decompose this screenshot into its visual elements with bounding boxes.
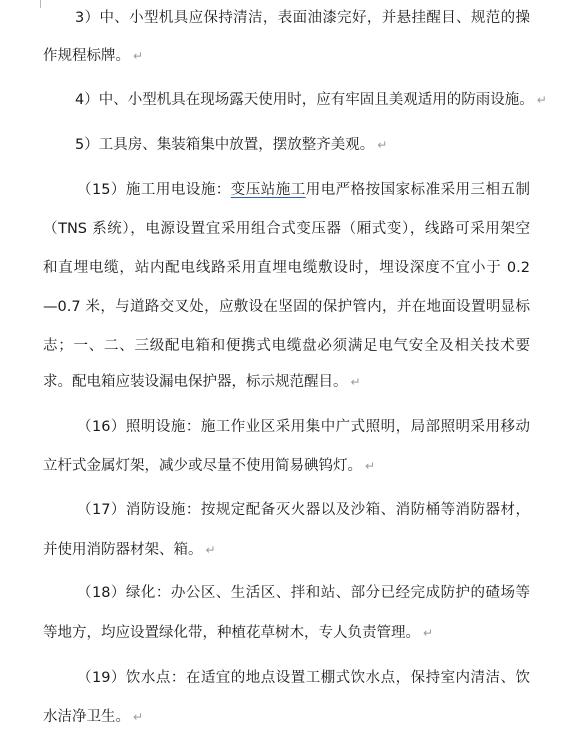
text-line — [77, 180, 530, 200]
line-text: 用电严格按国家标准采用三相五制 — [305, 182, 530, 198]
paragraph-mark-icon: ↵ — [377, 138, 388, 152]
line-text: （15）施工用电设施： — [77, 182, 231, 198]
paragraph-mark-icon: ↵ — [423, 626, 434, 640]
paragraph-mark-icon: ↵ — [205, 543, 216, 557]
paragraph-mark-icon: ↵ — [350, 375, 361, 389]
line-text: 求。配电箱应装设漏电保护器，标示规范醒目。 — [43, 374, 348, 390]
line-text: 作规程标牌。 — [43, 48, 130, 64]
line-text: 和直埋电缆，站内配电线路采用直埋电缆敷设时，埋设深度不宜小于 0.2 — [43, 260, 530, 276]
paragraph-mark-icon: ↵ — [133, 49, 144, 63]
line-text: （17）消防设施：按规定配备灭火器以及沙箱、消防桶等消防器材， — [77, 502, 530, 518]
line-text: （19）饮水点：在适宜的地点设置工棚式饮水点，保持室内清洁、饮 — [77, 670, 530, 686]
text-line — [43, 297, 530, 317]
line-text: 5）工具房、集装箱集中放置，摆放整齐美观。 — [75, 137, 375, 153]
line-text: 立杆式金属灯架，减少或尽量不使用简易碘钨灯。 — [43, 458, 362, 474]
paragraph-mark-icon: ↵ — [133, 710, 144, 724]
text-line — [43, 258, 530, 278]
line-text: （TNS 系统），电源设置宜采用组合式变压器（厢式变），线路可采用架空 — [43, 221, 530, 237]
text-line — [77, 668, 530, 688]
text-line — [75, 8, 530, 28]
text-line — [43, 372, 361, 392]
line-text: （18）绿化：办公区、生活区、拌和站、部分已经完成防护的碴场等 — [77, 585, 530, 601]
page-corner-mark — [40, 0, 41, 8]
text-line — [77, 583, 530, 603]
text-line — [77, 500, 530, 520]
text-line — [43, 46, 143, 66]
text-line — [43, 336, 530, 356]
text-line — [75, 90, 547, 110]
line-text: —0.7 米，与道路交叉处，应敷设在坚固的保护管内，并在地面设置明显标 — [43, 299, 530, 315]
line-text: 等地方，均应设置绿化带，种植花草树木，专人负责管理。 — [43, 625, 420, 641]
paragraph-mark-icon: ↵ — [536, 93, 547, 107]
underlined-term[interactable]: 变压站施工 — [230, 182, 306, 198]
line-text: 3）中、小型机具应保持清洁，表面油漆完好，并悬挂醒目、规范的操 — [75, 10, 530, 26]
line-text: 水洁净卫生。 — [43, 709, 130, 725]
line-text: 志；一、二、三级配电箱和便携式电缆盘必须满足电气安全及相关技术要 — [43, 338, 530, 354]
text-line — [77, 417, 530, 437]
text-line — [43, 707, 143, 727]
line-text: 并使用消防器材架、箱。 — [43, 542, 203, 558]
text-line — [43, 540, 216, 560]
text-line — [43, 219, 530, 239]
line-text: （16）照明设施：施工作业区采用集中广式照明，局部照明采用移动 — [77, 419, 530, 435]
text-line — [43, 623, 433, 643]
line-text: 4）中、小型机具在现场露天使用时，应有牢固且美观适用的防雨设施。 — [75, 92, 534, 108]
text-line — [75, 135, 387, 155]
text-line — [43, 456, 375, 476]
paragraph-mark-icon: ↵ — [365, 459, 376, 473]
